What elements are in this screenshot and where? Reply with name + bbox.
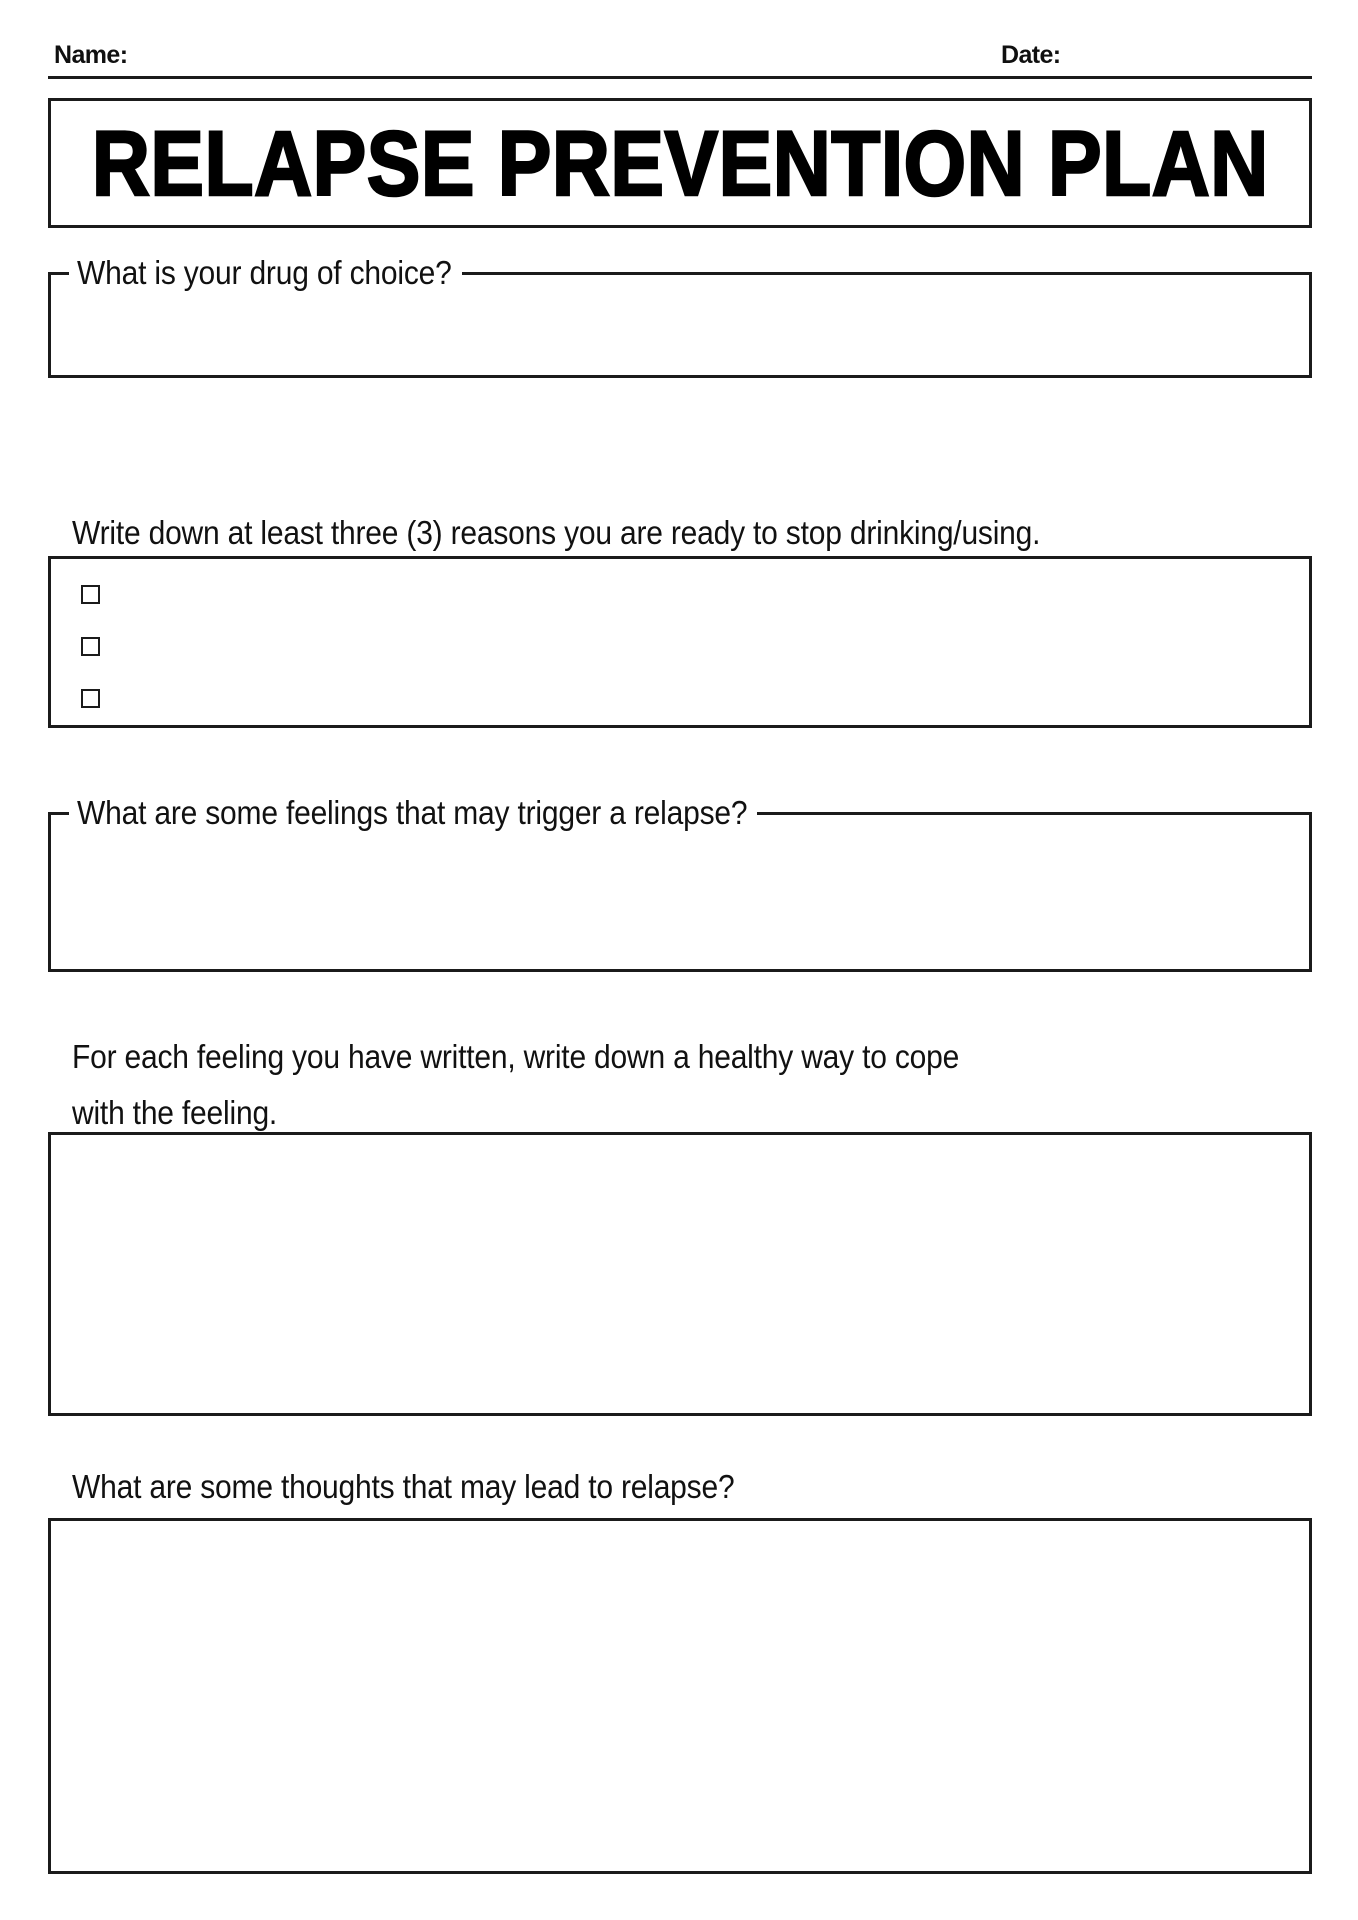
checkbox-icon[interactable] <box>81 689 100 708</box>
healthy-coping-label-line2: with the feeling. <box>72 1094 278 1132</box>
reasons-to-stop-label: Write down at least three (3) reasons you are ready to stop drinking/using. <box>72 514 1041 552</box>
reasons-to-stop-box[interactable] <box>48 556 1312 728</box>
title-banner <box>48 98 1312 228</box>
healthy-coping-label-line1: For each feeling you have written, write down a healthy way to cope <box>72 1038 960 1076</box>
drug-of-choice-box[interactable] <box>48 254 1312 378</box>
reason-checkbox-row-3[interactable] <box>81 689 100 708</box>
header-divider-rule <box>48 76 1312 79</box>
checkbox-icon[interactable] <box>81 585 100 604</box>
healthy-coping-box[interactable] <box>48 1132 1312 1416</box>
thoughts-relapse-box[interactable] <box>48 1518 1312 1874</box>
reason-checkbox-row-2[interactable] <box>81 637 100 656</box>
header-row <box>48 40 1312 80</box>
name-label: Name: <box>54 41 128 69</box>
drug-of-choice-label: What is your drug of choice? <box>69 255 462 293</box>
page-title: RELAPSE PREVENTION PLAN <box>91 111 1269 215</box>
reason-checkbox-row-1[interactable] <box>81 585 100 604</box>
checkbox-icon[interactable] <box>81 637 100 656</box>
feelings-trigger-box[interactable] <box>48 794 1312 972</box>
date-label: Date: <box>1001 41 1061 69</box>
feelings-trigger-label: What are some feelings that may trigger a relapse? <box>69 795 757 833</box>
thoughts-relapse-label: What are some thoughts that may lead to relapse? <box>72 1468 735 1506</box>
